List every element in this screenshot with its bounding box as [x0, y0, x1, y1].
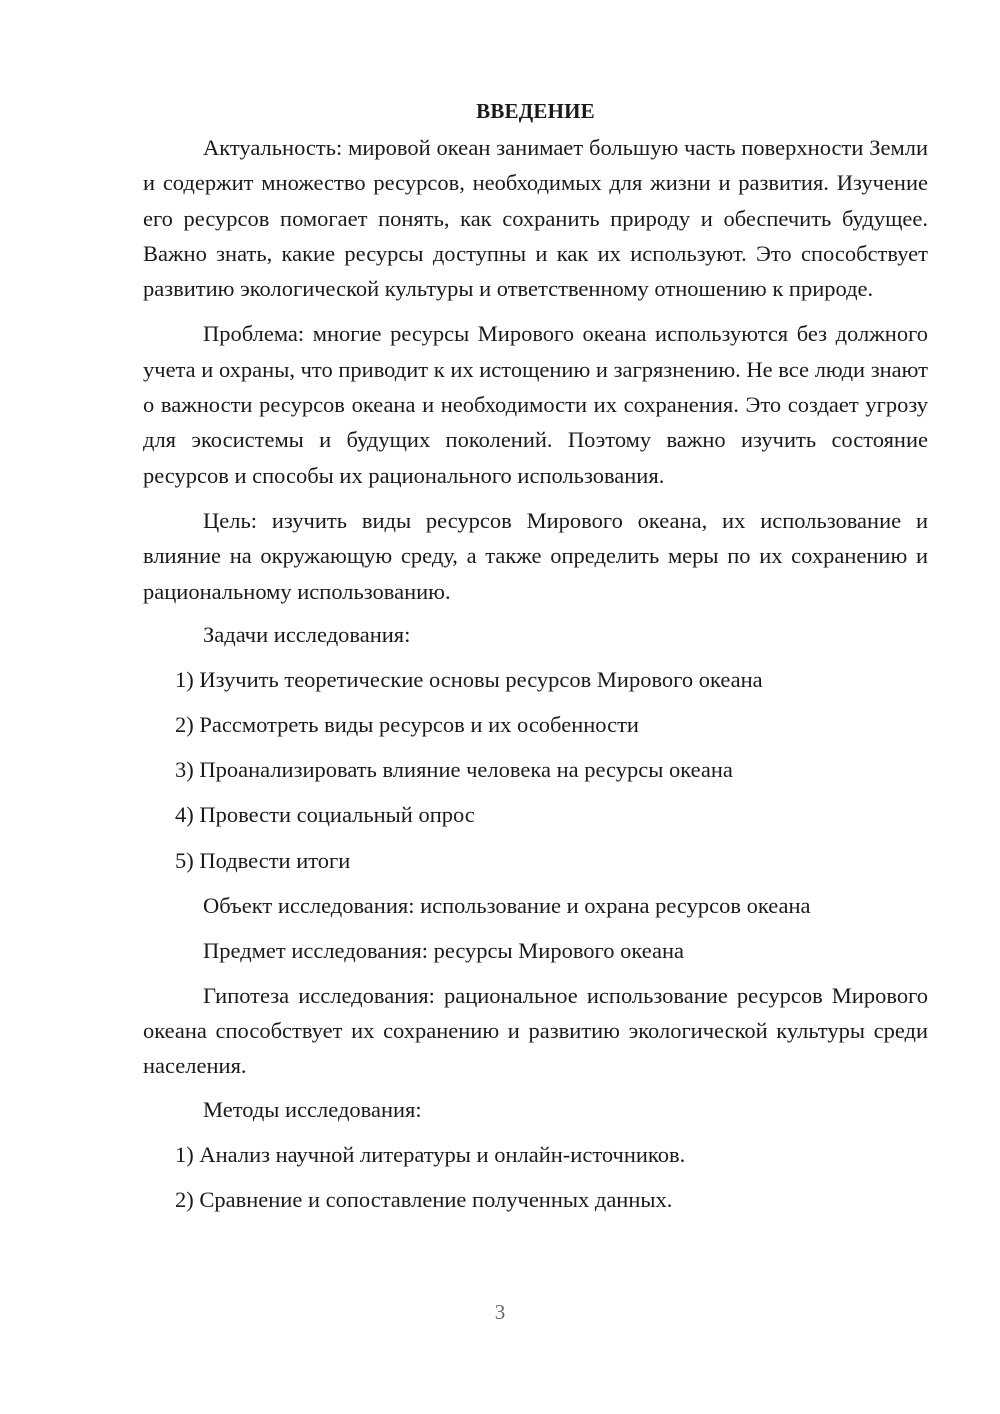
task-item: 4) Провести социальный опрос [175, 802, 475, 828]
research-subject: Предмет исследования: ресурсы Мирового океана [203, 937, 684, 963]
page-number: 3 [494, 1300, 506, 1324]
research-hypothesis: Гипотеза исследования: рациональное использование ресурсов Мирового океана способствует их сохранению и развитию экологической культуры среди населения. [143, 982, 928, 1079]
method-item: 2) Сравнение и сопоставление полученных данных. [175, 1186, 673, 1212]
paragraph-relevance: Актуальность: мировой океан занимает большую часть поверхности Земли и содержит множество ресурсов, необходимых для жизни и развития. Изучение его ресурсов помогает понять, как сохранить природу и обеспечить будущее. Важно знать, какие ресурсы доступны и как их используют. Это способствует развитию экологической культуры и ответственному отношению к природе. [143, 135, 928, 302]
task-item: 1) Изучить теоретические основы ресурсов Мирового океана [175, 666, 763, 692]
section-title: ВВЕДЕНИЕ [476, 99, 595, 123]
methods-heading: Методы исследования: [203, 1096, 422, 1122]
task-item: 5) Подвести итоги [175, 847, 351, 873]
paragraph-problem: Проблема: многие ресурсы Мирового океана используются без должного учета и охраны, что приводит к их истощению и загрязнению. Не все люди знают о важности ресурсов океана и необходимости их сохранения. Это создает угрозу для экосистемы и будущих поколений. Поэтому важно изучить состояние ресурсов и способы их рационального использования. [143, 321, 928, 488]
task-item: 2) Рассмотреть виды ресурсов и их особенности [175, 712, 639, 738]
method-item: 1) Анализ научной литературы и онлайн-источников. [175, 1141, 686, 1167]
tasks-heading: Задачи исследования: [203, 621, 411, 647]
paragraph-goal: Цель: изучить виды ресурсов Мирового океана, их использование и влияние на окружающую среду, а также определить меры по их сохранению и рациональному использованию. [143, 507, 928, 604]
task-item: 3) Проанализировать влияние человека на ресурсы океана [175, 757, 733, 783]
document-page [143, 92, 928, 1227]
research-object: Объект исследования: использование и охрана ресурсов океана [203, 892, 811, 918]
